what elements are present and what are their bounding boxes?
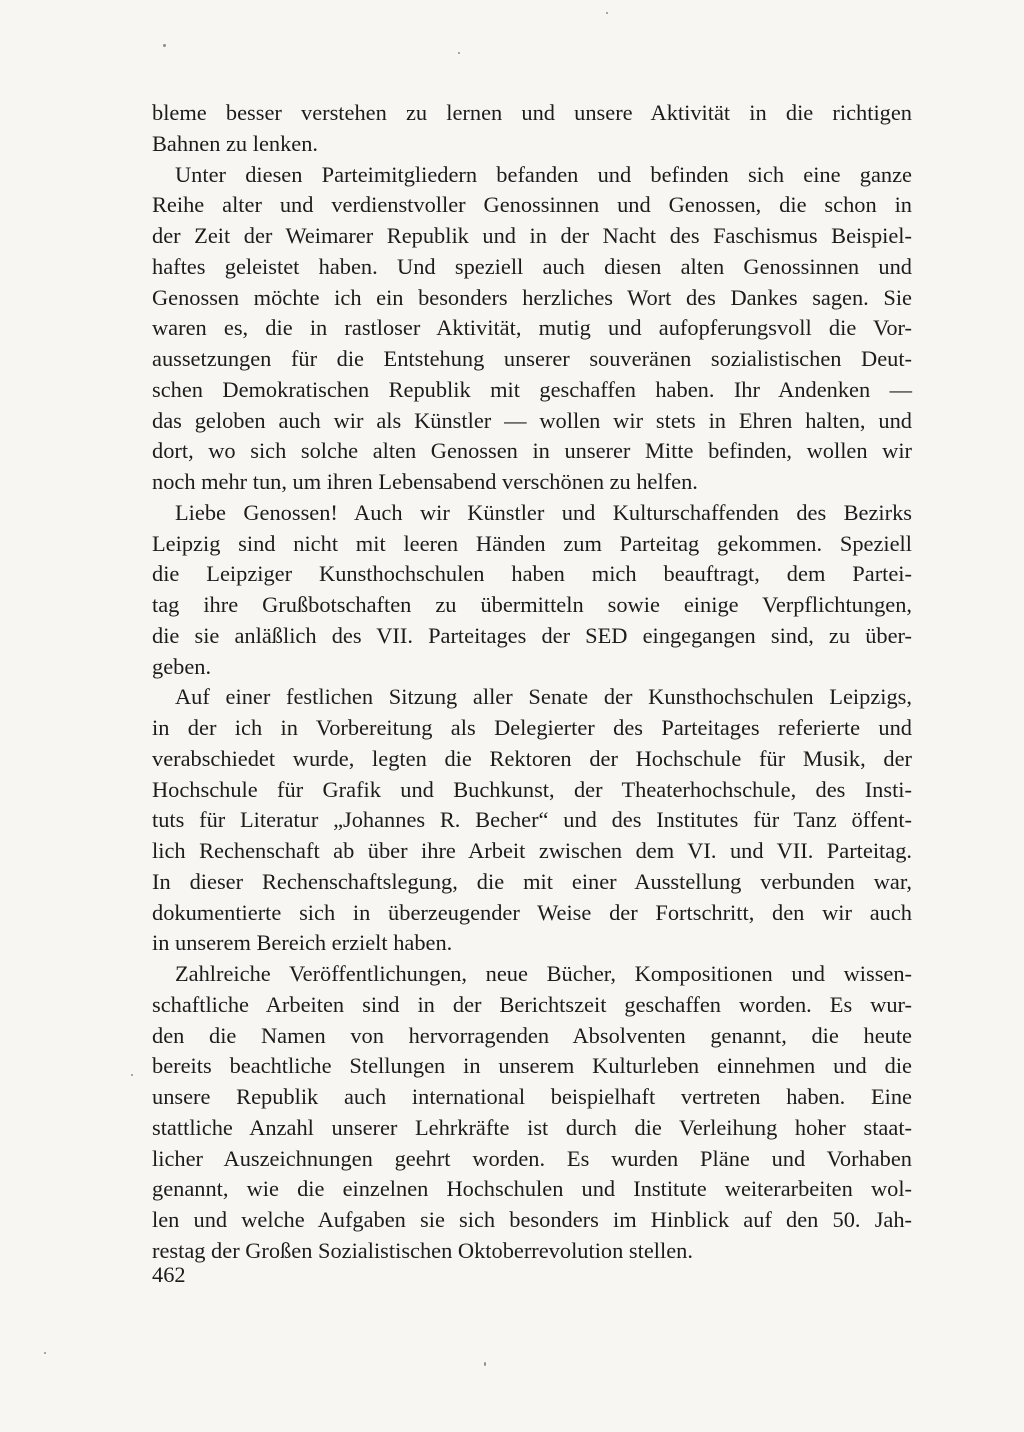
text-line: geben. [152,653,212,679]
text-line: tag ihre Grußbotschaften zu übermitteln sowie einige Verpflichtungen, [152,592,912,617]
body-paragraph [152,959,912,1267]
text-line: licher Auszeichnungen geehrt worden. Es wurden Pläne und Vorhaben [152,1145,912,1171]
scan-speck [484,1362,486,1366]
text-line: lich Rechenschaft ab über ihre Arbeit zwischen dem VI. und VII. Parteitag. [152,838,912,863]
text-line: waren es, die in rastloser Aktivität, mutig und aufopferungsvoll die Vor- [152,315,912,341]
text-line: In dieser Rechenschaftslegung, die mit einer Ausstellung verbunden war, [152,868,912,894]
page-body [152,98,912,1267]
body-paragraph [152,682,912,959]
text-line: dort, wo sich solche alten Genossen in unserer Mitte befinden, wollen wir [152,438,912,464]
scan-speck [163,44,166,47]
text-line: stattliche Anzahl unserer Lehrkräfte ist durch die Verleihung hoher staat- [152,1114,912,1140]
text-line: schaftliche Arbeiten sind in der Berichtszeit geschaffen worden. Es wur- [152,991,912,1017]
text-line: die Leipziger Kunsthochschulen haben mich beauftragt, dem Partei- [152,561,912,587]
text-line: tuts für Literatur „Johannes R. Becher“ und des Institutes für Tanz öffent- [152,807,912,833]
text-line: Unter diesen Parteimitgliedern befanden und befinden sich eine ganze [175,161,912,187]
scan-speck [458,52,460,54]
text-line: aussetzungen für die Entstehung unserer souveränen sozialistischen Deut- [152,346,912,371]
text-line: verabschiedet wurde, legten die Rektoren der Hochschule für Musik, der [152,745,912,771]
text-line: in der ich in Vorbereitung als Delegierter des Parteitages referierte und [152,715,912,740]
text-line: in unserem Bereich erzielt haben. [152,930,453,956]
text-line: Zahlreiche Veröffentlichungen, neue Bücher, Kompositionen und wissen- [175,961,912,986]
text-line: Reihe alter und verdienstvoller Genossinnen und Genossen, die schon in [152,192,912,218]
scan-speck [606,12,608,14]
body-paragraph [152,160,912,498]
text-line: Genossen möchte ich ein besonders herzliches Wort des Dankes sagen. Sie [152,284,912,310]
text-line: Leipzig sind nicht mit leeren Händen zum Parteitag gekommen. Speziell [152,530,912,556]
text-line: Liebe Genossen! Auch wir Künstler und Kulturschaffenden des Bezirks [175,499,912,525]
text-line: den die Namen von hervorragenden Absolventen genannt, die heute [152,1022,912,1048]
body-paragraph [152,98,912,160]
text-line: haftes geleistet haben. Und speziell auch diesen alten Genossinnen und [152,253,912,279]
text-line: Bahnen zu lenken. [152,130,319,156]
text-line: das geloben auch wir als Künstler — wollen wir stets in Ehren halten, und [152,407,912,433]
body-paragraph [152,498,912,683]
text-line: dokumentierte sich in überzeugender Weise der Fortschritt, den wir auch [152,899,912,925]
text-line: der Zeit der Weimarer Republik und in der Nacht des Faschismus Beispiel- [152,223,912,248]
scan-speck [131,1074,133,1076]
text-line: schen Demokratischen Republik mit geschaffen haben. Ihr Andenken — [152,376,912,402]
scan-speck [44,1352,46,1354]
text-line: len und welche Aufgaben sie sich besonders im Hinblick auf den 50. Jah- [152,1207,912,1232]
page-number: 462 [152,1262,186,1287]
text-line: die sie anläßlich des VII. Parteitages der SED eingegangen sind, zu über- [152,622,912,648]
text-line: bereits beachtliche Stellungen in unserem Kulturleben einnehmen und die [152,1053,912,1079]
text-line: restag der Großen Sozialistischen Oktoberrevolution stellen. [152,1237,693,1263]
text-line: noch mehr tun, um ihren Lebensabend verschönen zu helfen. [152,469,698,494]
text-line: unsere Republik auch international beispielhaft vertreten haben. Eine [152,1084,912,1109]
text-line: Auf einer festlichen Sitzung aller Senate der Kunsthochschulen Leipzigs, [175,684,912,710]
text-line: bleme besser verstehen zu lernen und unsere Aktivität in die richtigen [152,100,912,125]
text-line: genannt, wie die einzelnen Hochschulen und Institute weiterarbeiten wol- [152,1176,912,1202]
text-line: Hochschule für Grafik und Buchkunst, der Theaterhochschule, des Insti- [152,776,912,802]
